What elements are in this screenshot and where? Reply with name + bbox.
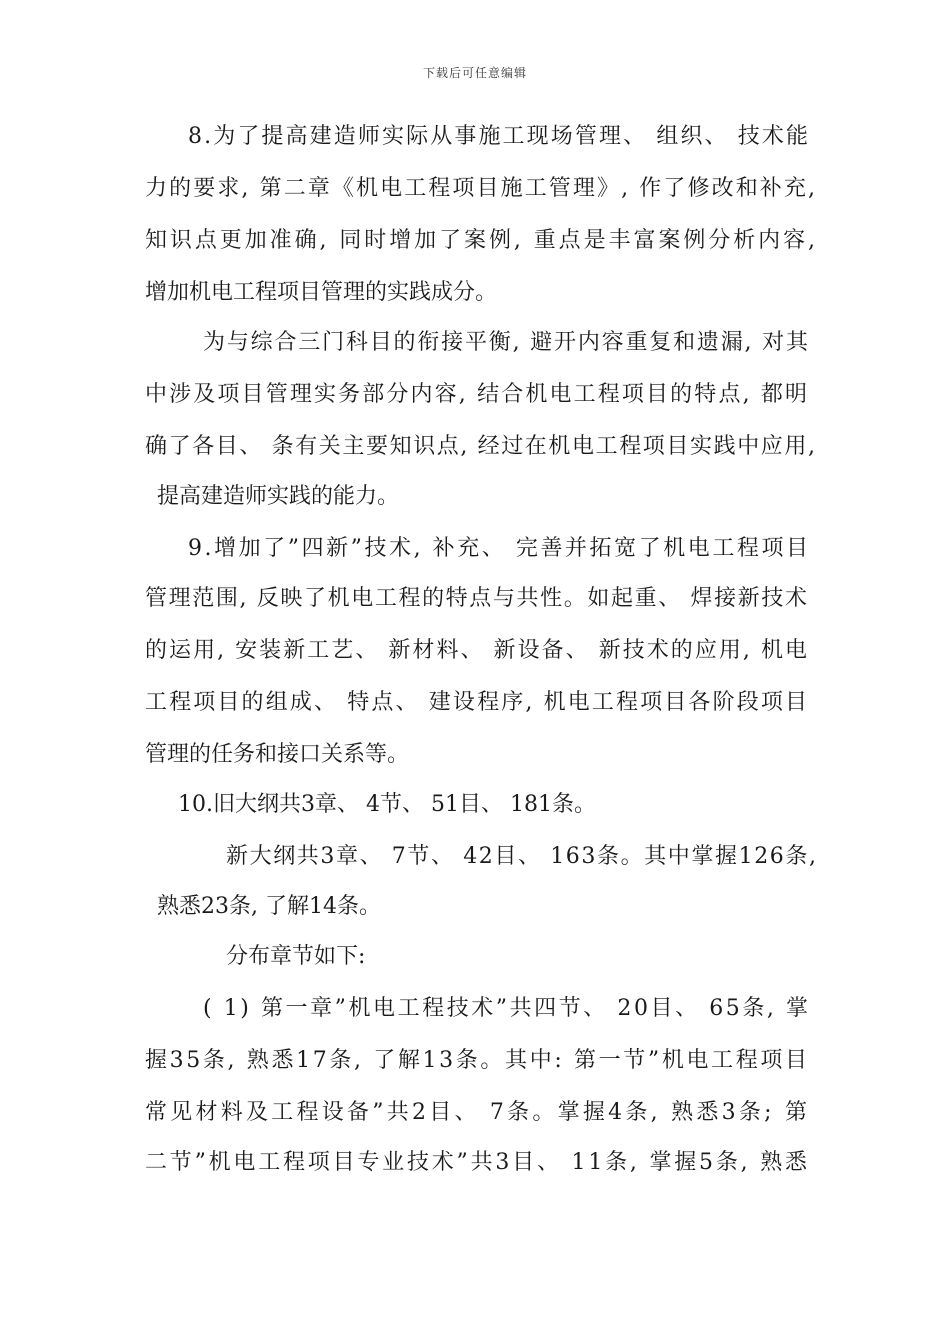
text-line: 提高建造师实践的能力。 bbox=[157, 484, 400, 509]
text-line: 9.增加了”四新”技术, 补充、 完善并拓宽了机电工程项目 bbox=[188, 536, 811, 561]
text-line: 10.旧大纲共3章、 4节、 51目、 181条。 bbox=[178, 792, 596, 817]
text-line: 握35条, 熟悉17条, 了解13条。其中: 第一节”机电工程项目 bbox=[145, 1048, 810, 1073]
text-line: 确了各目、 条有关主要知识点, 经过在机电工程项目实践中应用, bbox=[145, 434, 817, 459]
text-line: 中涉及项目管理实务部分内容, 结合机电工程项目的特点, 都明 bbox=[145, 382, 810, 407]
text-line: 力的要求, 第二章《机电工程项目施工管理》, 作了修改和补充, bbox=[145, 176, 818, 201]
text-line: 新大纲共3章、 7节、 42目、 163条。其中掌握126条, bbox=[226, 844, 818, 869]
text-line: 知识点更加准确, 同时增加了案例, 重点是丰富案例分析内容, bbox=[145, 228, 818, 253]
page-header: 下载后可任意编辑 bbox=[422, 66, 527, 80]
text-line: 增加机电工程项目管理的实践成分。 bbox=[145, 280, 498, 305]
text-line: ( 1) 第一章”机电工程技术”共四节、 20目、 65条, 掌 bbox=[203, 996, 811, 1021]
text-line: 常见材料及工程设备”共2目、 7条。掌握4条, 熟悉3条; 第 bbox=[145, 1100, 811, 1125]
text-line: 熟悉23条, 了解14条。 bbox=[157, 894, 381, 919]
text-line: 8.为了提高建造师实际从事施工现场管理、 组织、 技术能 bbox=[188, 124, 811, 149]
text-line: 二节”机电工程项目专业技术”共3目、 11条, 掌握5条, 熟悉 bbox=[145, 1150, 810, 1175]
text-line: 为与综合三门科目的衔接平衡, 避开内容重复和遗漏, 对其 bbox=[203, 330, 810, 355]
text-line: 管理的任务和接口关系等。 bbox=[145, 742, 410, 767]
text-line: 分布章节如下: bbox=[226, 944, 366, 969]
text-line: 管理范围, 反映了机电工程的特点与共性。如起重、 焊接新技术 bbox=[145, 586, 809, 611]
text-line: 工程项目的组成、 特点、 建设程序, 机电工程项目各阶段项目 bbox=[145, 690, 810, 715]
text-line: 的运用, 安装新工艺、 新材料、 新设备、 新技术的应用, 机电 bbox=[145, 638, 810, 663]
